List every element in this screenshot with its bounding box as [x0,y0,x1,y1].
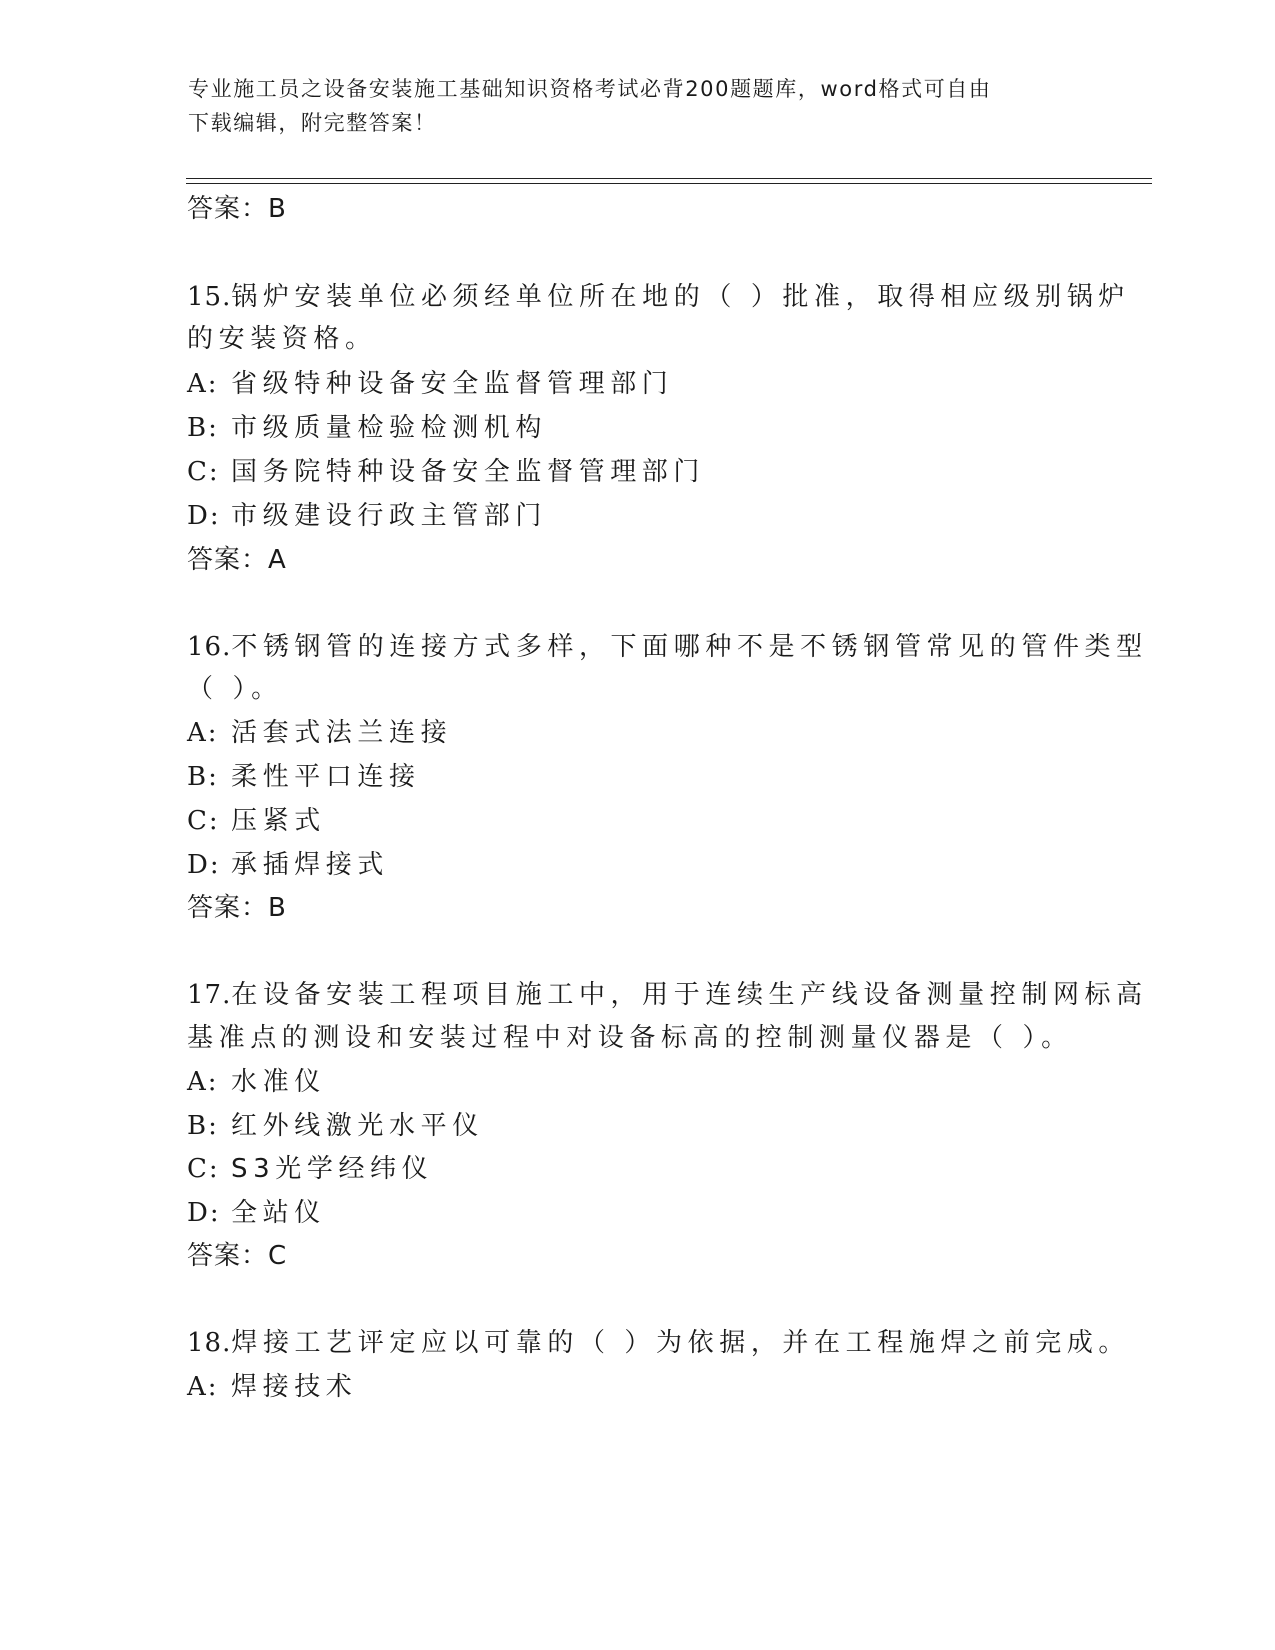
option-a: A: 活套式法兰连接 [187,718,453,748]
option-c: C: 国务院特种设备安全监督管理部门 [187,457,706,487]
question-number: 16. [187,632,232,662]
answer-line: 答案：B [187,194,287,224]
question-number: 15. [187,282,232,312]
question-15-text: 15.锅炉安装单位必须经单位所在地的（ ）批准，取得相应级别锅炉 [187,282,1131,312]
question-18-text: 18.焊接工艺评定应以可靠的（ ）为依据，并在工程施焊之前完成。 [187,1328,1131,1358]
header-line-2: 下载编辑，附完整答案！ [188,111,437,135]
document-header [188,72,1088,140]
option-c: C: S3光学经纬仪 [187,1154,434,1184]
question-number: 17. [187,980,232,1010]
option-c: C: 压紧式 [187,806,326,836]
header-divider-top [186,178,1152,179]
option-b: B: 红外线激光水平仪 [187,1111,484,1141]
option-a: A: 焊接技术 [187,1372,358,1402]
answer-line: 答案：C [187,1241,288,1271]
question-16-text-cont: （ ）。 [187,674,283,704]
question-16-text: 16.不锈钢管的连接方式多样，下面哪种不是不锈钢管常见的管件类型 [187,632,1148,662]
option-a: A: 水准仪 [187,1067,326,1097]
header-divider-bottom [186,183,1152,184]
option-b: B: 柔性平口连接 [187,762,421,792]
question-17-text: 17.在设备安装工程项目施工中，用于连续生产线设备测量控制网标高 [187,980,1148,1010]
option-d: D: 承插焊接式 [187,850,390,880]
answer-line: 答案：A [187,545,287,575]
header-line-1: 专业施工员之设备安装施工基础知识资格考试必背200题题库，word格式可自由 [188,77,992,101]
option-d: D: 市级建设行政主管部门 [187,501,548,531]
question-17-text-cont: 基准点的测设和安装过程中对设备标高的控制测量仪器是（ ）。 [187,1023,1073,1053]
question-number: 18. [187,1328,232,1358]
option-b: B: 市级质量检验检测机构 [187,413,548,443]
answer-line: 答案：B [187,893,287,923]
option-d: D: 全站仪 [187,1198,326,1228]
question-15-text-cont: 的安装资格。 [187,324,377,354]
option-a: A: 省级特种设备安全监督管理部门 [187,369,674,399]
